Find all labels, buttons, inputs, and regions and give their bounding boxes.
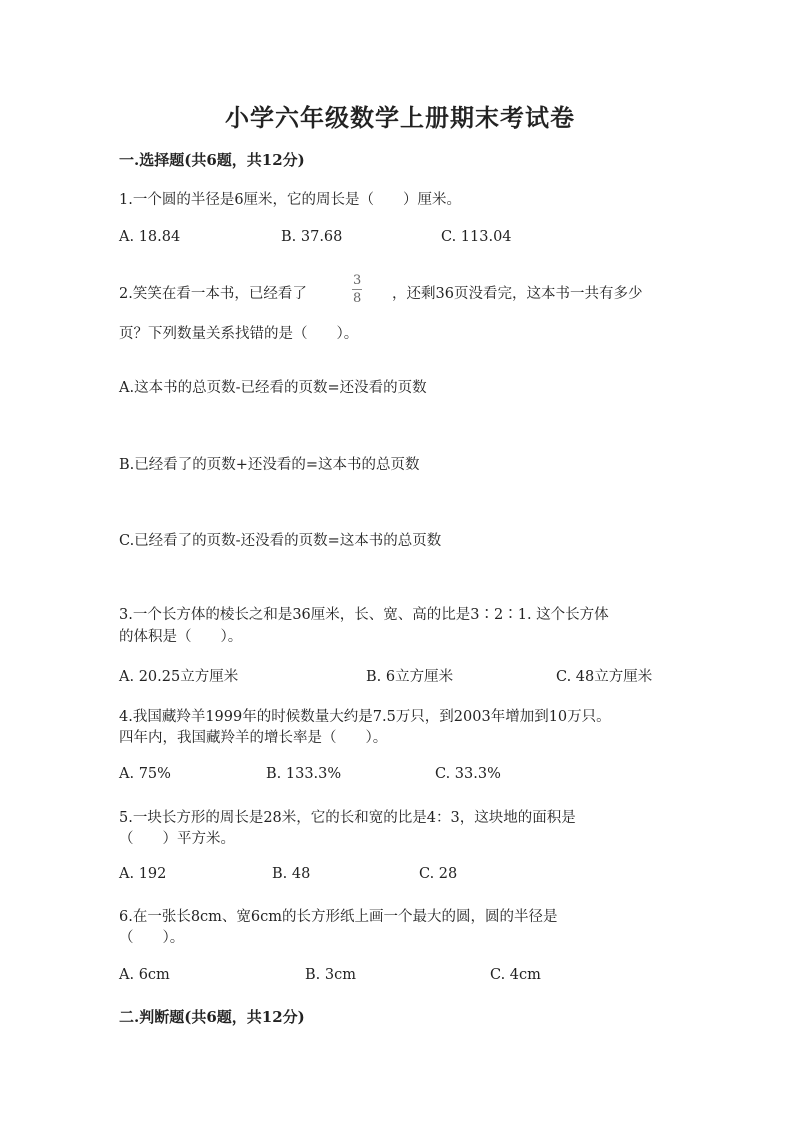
question-1-option-c: C. 113.04 (441, 229, 512, 245)
question-1-option-b: B. 37.68 (281, 229, 343, 245)
question-3-text-line1: 3.一个长方体的棱长之和是36厘米，长、宽、高的比是3∶2∶1. 这个长方体 (119, 607, 609, 623)
question-1-option-a: A. 18.84 (119, 229, 181, 245)
question-3-option-b: B. 6立方厘米 (366, 669, 454, 685)
question-5-option-b: B. 48 (272, 866, 311, 882)
question-6-option-a: A. 6cm (119, 967, 170, 983)
question-3-option-c: C. 48立方厘米 (556, 669, 653, 685)
question-4-option-b: B. 133.3% (266, 766, 342, 782)
question-4-option-a: A. 75% (119, 766, 171, 782)
question-2-option-b: B.已经看了的页数+还没看的=这本书的总页数 (119, 457, 420, 473)
fraction-numerator: 3 (353, 273, 362, 288)
question-2-option-a: A.这本书的总页数-已经看的页数=还没看的页数 (119, 380, 427, 396)
question-4-text-line2: 四年内，我国藏羚羊的增长率是（ ）。 (119, 730, 388, 746)
question-3-text-line2: 的体积是（ ）。 (119, 629, 243, 645)
question-2-text-part1: 2.笑笑在看一本书，已经看了 (119, 286, 307, 302)
question-5-text-line2: （ ）平方米。 (119, 831, 235, 847)
question-6-text-line1: 6.在一张长8cm、宽6cm的长方形纸上画一个最大的圆，圆的半径是 (119, 909, 558, 925)
fraction-denominator: 8 (353, 291, 362, 306)
question-4-option-c: C. 33.3% (435, 766, 501, 782)
question-3-option-a: A. 20.25立方厘米 (119, 669, 239, 685)
fraction-three-eighths (352, 274, 362, 305)
question-2-option-c: C.已经看了的页数-还没看的页数=这本书的总页数 (119, 533, 442, 549)
question-4-text-line1: 4.我国藏羚羊1999年的时候数量大约是7.5万只，到2003年增加到10万只。 (119, 709, 611, 725)
question-6-option-c: C. 4cm (490, 967, 541, 983)
question-2-text-part2: ，还剩36页没看完，这本书一共有多少 (392, 286, 643, 302)
question-5-option-c: C. 28 (419, 866, 458, 882)
question-1-text: 1.一个圆的半径是6厘米，它的周长是（ ）厘米。 (119, 192, 462, 208)
question-5-text-line1: 5.一块长方形的周长是28米，它的长和宽的比是4：3，这块地的面积是 (119, 810, 576, 826)
section-heading-judgment: 二.判断题(共6题，共12分) (119, 1008, 305, 1026)
question-6-option-b: B. 3cm (305, 967, 356, 983)
question-5-option-a: A. 192 (119, 866, 167, 882)
section-heading-choice: 一.选择题(共6题，共12分) (119, 151, 305, 169)
question-2-text-line2: 页？下列数量关系找错的是（ ）。 (119, 326, 359, 342)
question-6-text-line2: （ ）。 (119, 930, 185, 946)
page-title: 小学六年级数学上册期末考试卷 (225, 103, 575, 132)
